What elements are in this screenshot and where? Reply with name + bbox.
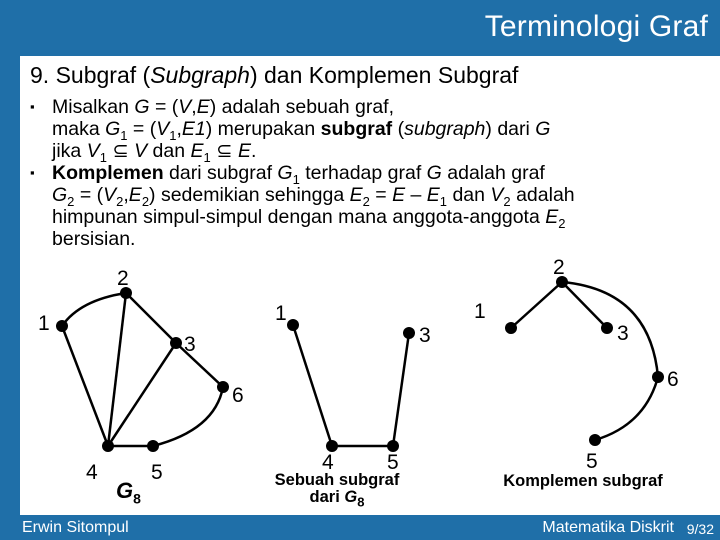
g8-vertex-5 [147, 440, 159, 452]
comp-edge-2-3 [562, 282, 607, 328]
g8-label-5: 5 [151, 461, 163, 484]
heading-number: 9. [30, 62, 50, 88]
comp-vertex-3 [601, 322, 613, 334]
g8-vertex-6 [217, 381, 229, 393]
sub-vertex-3 [403, 327, 415, 339]
comp-vertex-1 [505, 322, 517, 334]
edge-2-3 [126, 293, 176, 343]
sub-label-3: 3 [419, 324, 431, 347]
graph-g8 [62, 293, 223, 446]
g8-label-6: 6 [232, 384, 244, 407]
comp-edge-6-5 [595, 377, 658, 440]
footer-course: Matematika Diskrit [542, 519, 674, 536]
comp-vertex-6 [652, 371, 664, 383]
graph-complement [511, 282, 658, 440]
g8-label-2: 2 [117, 267, 129, 290]
edge-1-2 [62, 293, 126, 326]
graph-g8-label: $G_8$ [116, 478, 141, 507]
sub-edge-3-5 [393, 333, 409, 446]
sub-vertex-1 [287, 319, 299, 331]
slide-title: Terminologi Graf [484, 10, 708, 43]
sub-label-4: 4 [322, 451, 334, 474]
g8-vertex-1 [56, 320, 68, 332]
footer-author: Erwin Sitompul [22, 519, 129, 536]
bullet-subgraph-definition: ▪ Misalkan G = (V,E) adalah sebuah graf, maka $G_1 = (V_1,E1)$ merupakan subgraf (subgraph) dari G jika $V_1$ ⊆ V dan $E_1$ ⊆ E. [30, 96, 551, 165]
section-heading: 9. Subgraf (Subgraph) dan Komplemen Subgraf [30, 62, 519, 88]
comp-label-3: 3 [617, 322, 629, 345]
sub-label-1: 1 [275, 302, 287, 325]
page-number: 9/32 [686, 521, 714, 537]
bullet-complement-definition: ▪ Komplemen dari subgraf $G_1$ terhadap graf G adalah graf $G_2 = (V_2,E_2)$ sedemikian sehingga $E_2 = E - E_1$ dan $V_2$ adalah himpunan simpul-simpul dengan mana anggota-anggota $E_2$ bersisian. [30, 162, 575, 250]
subgraph-caption: Sebuah subgraf dari $G_8$ [274, 471, 400, 510]
edge-5-6 [153, 387, 223, 446]
comp-edge-1-2 [511, 282, 562, 328]
comp-label-6: 6 [667, 368, 679, 391]
comp-label-1: 1 [474, 300, 486, 323]
g8-label-4: 4 [86, 461, 98, 484]
square-bullet-icon: ▪ [30, 165, 35, 180]
comp-vertex-5 [589, 434, 601, 446]
sub-label-5: 5 [387, 451, 399, 474]
square-bullet-icon: ▪ [30, 99, 35, 114]
footer-bar [0, 515, 720, 540]
sub-edge-1-4 [293, 325, 332, 446]
comp-label-5: 5 [586, 450, 598, 473]
g8-vertex-4 [102, 440, 114, 452]
g8-vertex-3 [170, 337, 182, 349]
comp-label-2: 2 [553, 256, 565, 279]
g8-label-3: 3 [184, 333, 196, 356]
graph-subgraph [293, 325, 409, 446]
edge-1-4 [62, 326, 108, 446]
complement-caption: Komplemen subgraf [503, 472, 663, 490]
g8-label-1: 1 [38, 312, 50, 335]
